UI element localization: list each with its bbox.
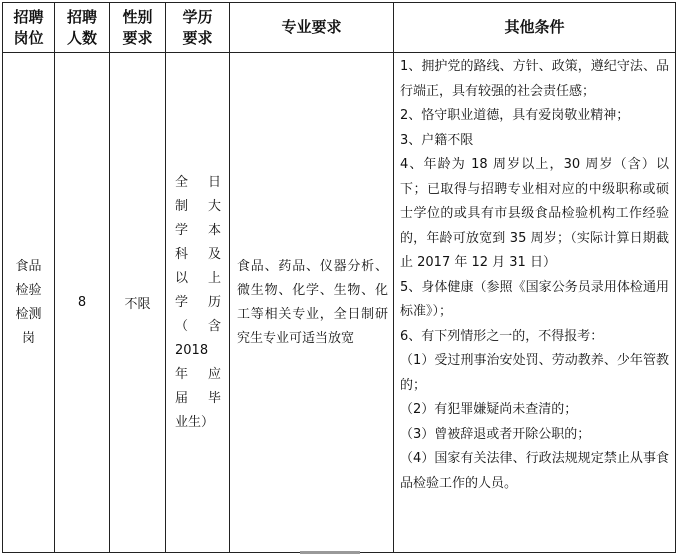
- condition-item: 2、恪守职业道德，具有爱岗敬业精神；: [400, 108, 630, 123]
- condition-item: 3、户籍不限: [400, 132, 474, 148]
- post-line: 岗: [21, 330, 35, 346]
- header-major: 专业要求: [230, 3, 394, 53]
- post-line: 检验: [15, 282, 42, 298]
- cell-post: [3, 53, 55, 553]
- cell-other-conditions: [394, 53, 676, 553]
- header-gender: [110, 3, 166, 53]
- education-line: （ 含: [175, 318, 221, 334]
- condition-item: （1）受过刑事治安处罚、劳动教养、少年管教的；: [400, 353, 669, 393]
- condition-item: （3）曾被辞退或者开除公职的；: [400, 426, 591, 442]
- cell-gender: 不限: [110, 53, 166, 553]
- page-scroll-mark: [300, 551, 360, 554]
- condition-item: 5、身体健康（参照《国家公务员录用体检通用标准》）；: [400, 279, 669, 319]
- header-gender-line-2: 要求: [122, 28, 153, 47]
- education-line: 届 毕: [175, 390, 221, 406]
- education-line: 制 大: [175, 198, 221, 214]
- education-line: 全 日: [175, 174, 221, 190]
- cell-major: [230, 53, 394, 553]
- major-text: 食品、药品、仪器分析、微生物、化学、生物、化工等相关专业，全日制研究生专业可适当放宽: [237, 258, 388, 346]
- header-post-line-1: 招聘: [13, 7, 44, 26]
- header-count-line-2: 人数: [66, 28, 97, 47]
- condition-item: （4）国家有关法律、行政法规规定禁止从事食品检验工作的人员。: [400, 451, 669, 491]
- header-education: [166, 3, 230, 53]
- education-line: 业生）: [175, 414, 215, 430]
- education-line: 学 本: [175, 222, 221, 238]
- condition-item: 4、年龄为 18 周岁以上，30 周岁（含）以下；已取得与招聘专业相对应的中级职称或硕士学位的或具有市县级食品检验机构工作经验的，年龄可放宽到 35 周岁；（实际计算日期截止 2017 年 12 月 31 日）: [400, 157, 669, 270]
- condition-item: 1、拥护党的路线、方针、政策，遵纪守法、品行端正，具有较强的社会责任感；: [400, 59, 669, 99]
- education-line: 年 应: [175, 366, 221, 382]
- header-count-line-1: 招聘: [66, 7, 97, 26]
- post-line: 检测: [15, 306, 42, 322]
- header-post: [3, 3, 55, 53]
- cell-count: 8: [55, 53, 110, 553]
- header-gender-line-1: 性别: [122, 7, 153, 26]
- header-post-line-2: 岗位: [13, 28, 44, 47]
- education-line: 科 及: [175, 246, 221, 262]
- header-other: 其他条件: [394, 3, 676, 53]
- header-education-line-2: 要求: [182, 28, 213, 47]
- condition-item: 6、有下列情形之一的，不得报考：: [400, 328, 604, 344]
- recruitment-table: [2, 2, 676, 553]
- cell-education: [166, 53, 230, 553]
- education-line: 2018: [175, 342, 209, 358]
- post-line: 食品: [15, 258, 42, 274]
- header-row: [3, 3, 676, 53]
- header-count: [55, 3, 110, 53]
- table-row: [3, 53, 676, 553]
- header-education-line-1: 学历: [182, 7, 213, 26]
- education-line: 学 历: [175, 294, 221, 310]
- condition-item: （2）有犯罪嫌疑尚未查清的；: [400, 402, 578, 417]
- education-line: 以 上: [175, 270, 221, 286]
